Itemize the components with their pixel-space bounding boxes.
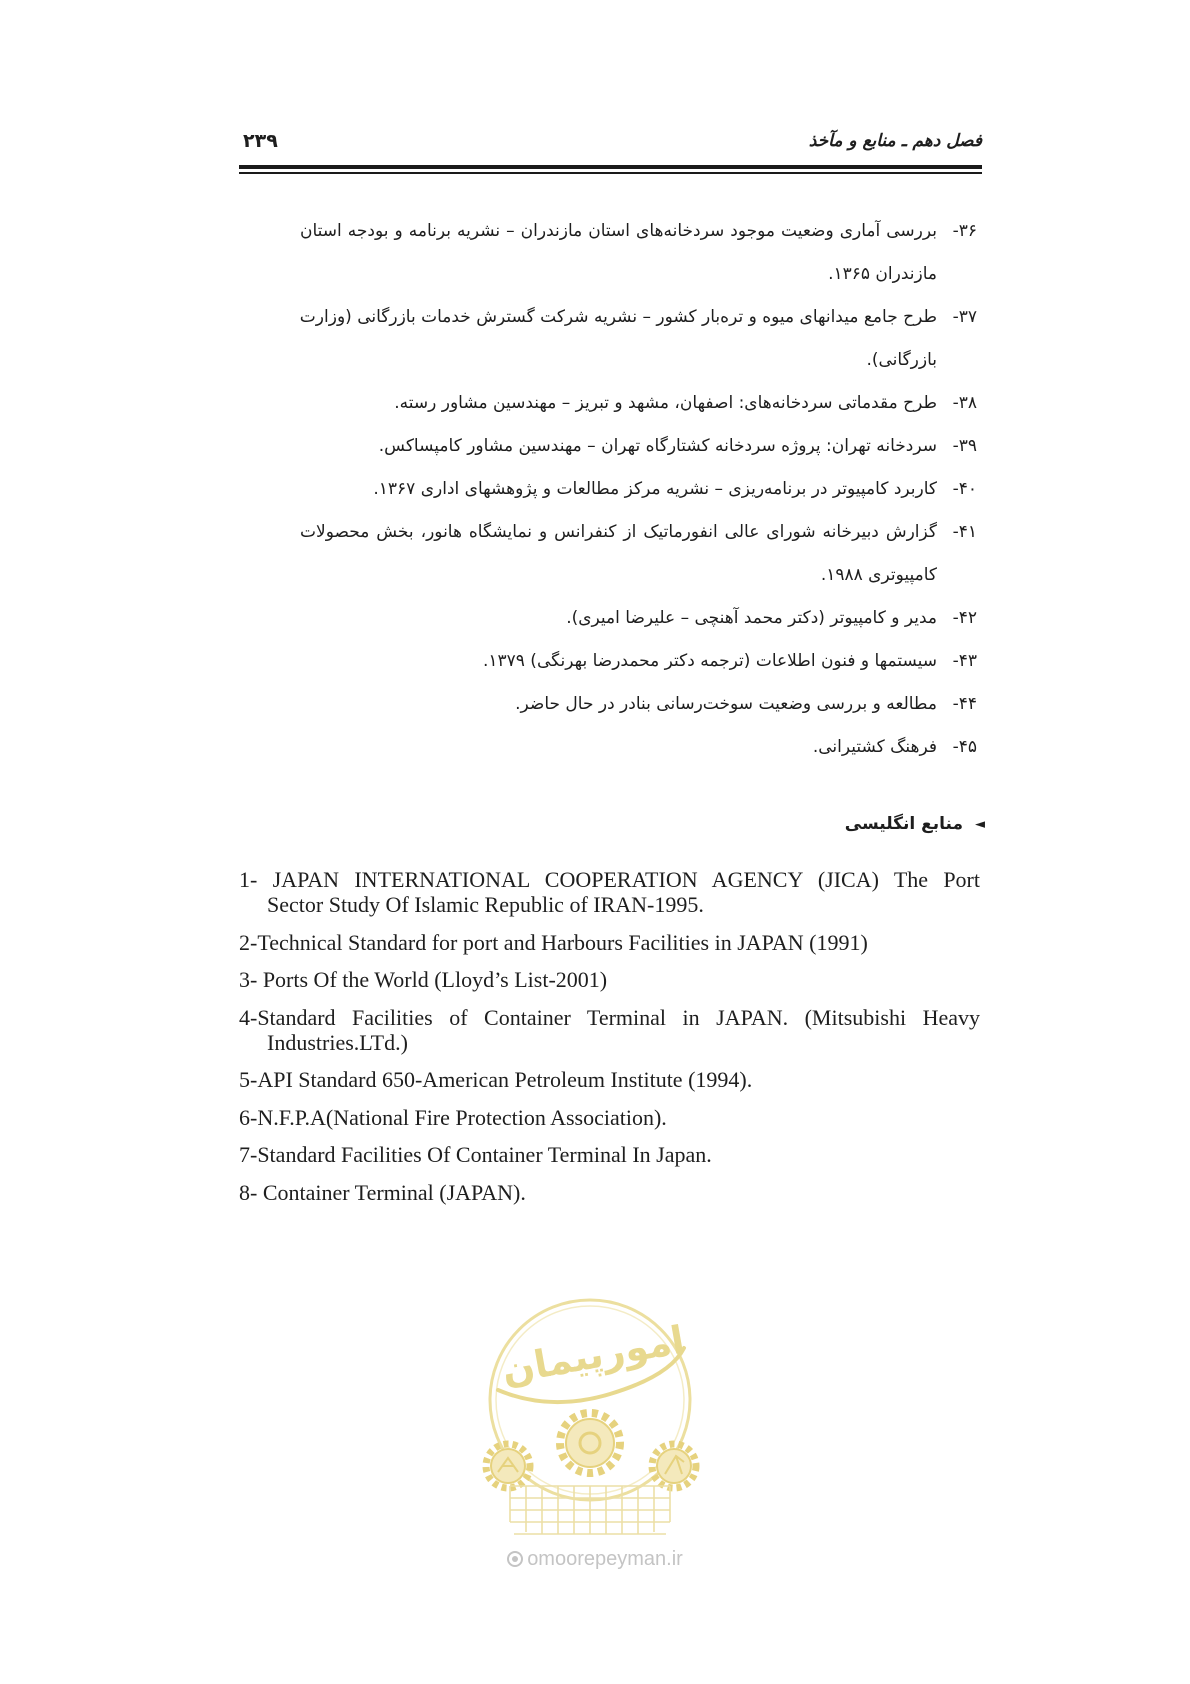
persian-reference-40 xyxy=(300,468,977,511)
reference-text-line: کاربرد کامپیوتر در برنامه‌ریزی – نشریه مرکز مطالعات و پژوهشهای اداری ۱۳۶۷. xyxy=(373,479,937,499)
english-reference-4 xyxy=(239,1005,980,1055)
reference-text-line: 5-API Standard 650-American Petroleum Institute (1994). xyxy=(239,1067,753,1092)
gear-icon xyxy=(560,1413,620,1473)
reference-number: ۴۳- xyxy=(952,651,977,671)
watermark-logo xyxy=(470,1290,720,1540)
reference-text-line: بازرگانی). xyxy=(866,350,937,370)
reference-number: ۴۲- xyxy=(952,608,977,628)
persian-reference-list xyxy=(300,210,977,769)
chapter-title: فصل دهم ـ منابع و مآخذ xyxy=(808,131,982,151)
persian-reference-37 xyxy=(300,296,977,382)
reference-text-line: سردخانه تهران: پروژه سردخانه کشتارگاه تهران – مهندسین مشاور کامپساکس. xyxy=(378,436,937,456)
reference-number: ۳۶- xyxy=(952,221,977,241)
page-header xyxy=(239,122,982,160)
gear-icon xyxy=(486,1444,530,1488)
logo-grid xyxy=(510,1486,670,1534)
persian-reference-38 xyxy=(300,382,977,425)
reference-text-line: Sector Study Of Islamic Republic of IRAN-1995. xyxy=(267,892,704,917)
reference-number: ۳۷- xyxy=(952,307,977,327)
persian-reference-44 xyxy=(300,683,977,726)
reference-text-line: سیستمها و فنون اطلاعات (ترجمه دکتر محمدرضا بهرنگی) ۱۳۷۹. xyxy=(482,651,937,671)
header-rule-thin xyxy=(239,172,982,174)
reference-text-line: طرح جامع میدانهای میوه و تره‌بار کشور – نشریه شرکت گسترش خدمات بازرگانی (وزارت xyxy=(299,307,937,327)
reference-text-line: مطالعه و بررسی وضعیت سوخت‌رسانی بنادر در حال حاضر. xyxy=(515,694,937,714)
reference-number: ۴۴- xyxy=(952,694,977,714)
watermark-url-text: omoorepeyman.ir xyxy=(527,1548,683,1570)
gear-icon xyxy=(652,1444,696,1488)
english-reference-1 xyxy=(239,867,980,917)
reference-text-line: مازندران ۱۳۶۵. xyxy=(828,264,937,284)
persian-reference-42 xyxy=(300,597,977,640)
english-reference-list xyxy=(239,867,980,1217)
reference-text-line: 7-Standard Facilities Of Container Terminal In Japan. xyxy=(239,1142,712,1167)
reference-number: ۴۵- xyxy=(952,737,977,757)
triangle-left-icon: ◄ xyxy=(975,817,985,832)
english-reference-2 xyxy=(239,930,980,955)
logo-calligraphy-text: امورپیمان xyxy=(498,1317,688,1393)
persian-reference-45 xyxy=(300,726,977,769)
reference-text-line: 6-N.F.P.A(National Fire Protection Association). xyxy=(239,1104,667,1130)
reference-text-line: مدیر و کامپیوتر (دکتر محمد آهنچی – علیرضا امیری). xyxy=(566,608,937,628)
gear-body xyxy=(657,1449,691,1483)
persian-reference-36 xyxy=(300,210,977,296)
watermark-url xyxy=(495,1546,695,1572)
english-sources-heading xyxy=(845,804,985,844)
english-reference-3 xyxy=(239,967,980,992)
english-reference-7 xyxy=(239,1142,980,1167)
reference-text-line: 3- Ports Of the World (Lloyd’s List-2001) xyxy=(239,967,608,992)
persian-reference-41 xyxy=(300,511,977,597)
page-number: ۲۳۹ xyxy=(243,130,278,152)
reference-number: ۴۰- xyxy=(952,479,977,499)
header-rule-thick xyxy=(239,165,982,169)
reference-text-line: کامپیوتری ۱۹۸۸. xyxy=(820,565,937,585)
english-sources-heading-text: منابع انگلیسی xyxy=(844,814,963,834)
site-logo-icon xyxy=(507,1551,523,1567)
reference-text-line: 2-Technical Standard for port and Harbours Facilities in JAPAN (1991) xyxy=(239,929,868,955)
reference-text-line: 4-Standard Facilities of Container Terminal in JAPAN. (Mitsubishi Heavy xyxy=(239,1004,980,1030)
reference-text-line: 1- JAPAN INTERNATIONAL COOPERATION AGENCY (JICA) The Port xyxy=(239,867,980,892)
english-reference-8 xyxy=(239,1180,980,1205)
reference-number: ۴۱- xyxy=(952,522,977,542)
reference-number: ۳۹- xyxy=(952,436,977,456)
reference-text-line: Industries.LTd.) xyxy=(267,1029,408,1055)
reference-text-line: طرح مقدماتی سردخانه‌های: اصفهان، مشهد و تبریز – مهندسین مشاور رسته. xyxy=(394,393,937,413)
reference-text-line: بررسی آماری وضعیت موجود سردخانه‌های استان مازندران – نشریه برنامه و بودجه استان xyxy=(300,221,937,241)
english-reference-6 xyxy=(239,1105,980,1130)
persian-reference-39 xyxy=(300,425,977,468)
gear-body xyxy=(566,1419,614,1467)
persian-reference-43 xyxy=(300,640,977,683)
english-reference-5 xyxy=(239,1067,980,1092)
reference-number: ۳۸- xyxy=(952,393,977,413)
reference-text-line: گزارش دبیرخانه شورای عالی انفورماتیک از کنفرانس و نمایشگاه هانور، بخش محصولات xyxy=(300,522,937,542)
reference-text-line: 8- Container Terminal (JAPAN). xyxy=(239,1179,526,1205)
reference-text-line: فرهنگ کشتیرانی. xyxy=(812,737,937,757)
